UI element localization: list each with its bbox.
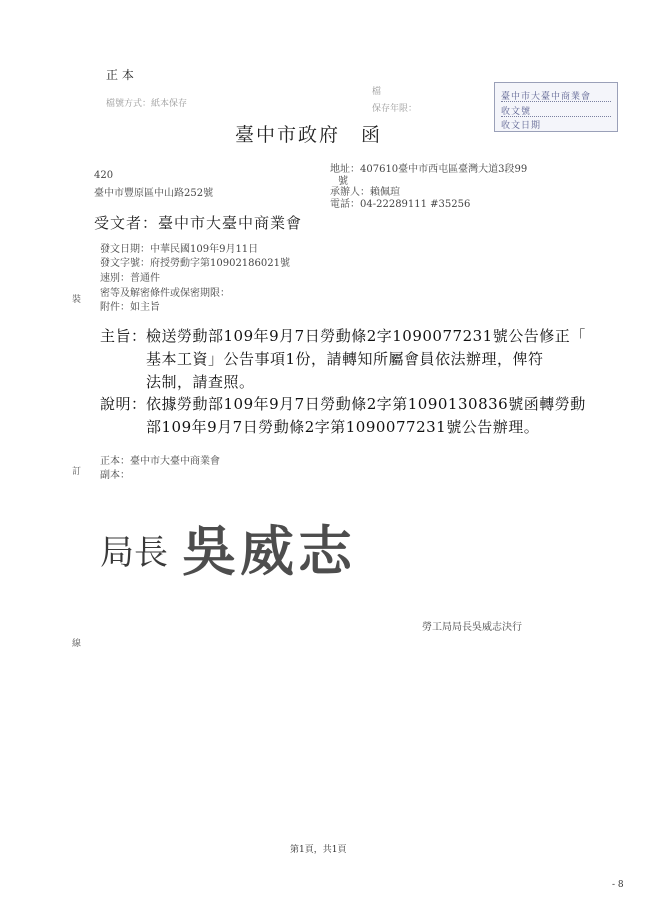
issue-number: 發文字號：府授勞動字第10902186021號 <box>100 258 290 269</box>
stamp-line-2: 收文號 <box>501 107 532 117</box>
subject-line-2: 基本工資」公告事項1份，請轉知所屬會員依法辦理，俾符 <box>146 350 544 368</box>
receipt-stamp <box>494 82 618 132</box>
phone: 電話：04-22289111 #35256 <box>330 199 471 210</box>
explanation-line-1: 依據勞動部109年9月7日勞動條2字第1090130836號函轉勞動 <box>146 395 586 413</box>
distribution-main: 正本：臺中市大臺中商業會 <box>100 456 220 467</box>
corner-mark: - 8 <box>612 880 624 890</box>
binding-mark-2: 訂 <box>72 467 82 477</box>
binding-mark-3: 線 <box>72 639 82 649</box>
explanation-label: 說明： <box>100 395 147 413</box>
secrecy: 密等及解密條件或保密期限： <box>100 288 230 299</box>
recipient-address: 臺中市豐原區中山路252號 <box>94 188 214 199</box>
stamp-line-3: 收文日期 <box>501 121 542 131</box>
stamp-line-1: 臺中市大臺中商業會 <box>501 92 592 102</box>
sender-address-cont: 號 <box>338 176 348 187</box>
recipient: 受文者：臺中市大臺中商業會 <box>94 214 303 232</box>
signature-name: 吳威志 <box>182 519 356 583</box>
signature-image <box>100 506 400 586</box>
document-title: 臺中市政府 函 <box>235 124 383 146</box>
subject-line-3: 法制，請查照。 <box>146 373 255 391</box>
postal-code: 420 <box>94 170 114 181</box>
file-no-label: 檔 <box>372 87 382 97</box>
attachment: 附件：如主旨 <box>100 302 160 313</box>
signature-title: 局長 <box>100 533 168 573</box>
page-number: 第1頁，共1頁 <box>290 845 347 855</box>
explanation-line-2: 部109年9月7日勞動條2字第1090077231號公告辦理。 <box>146 418 540 436</box>
retention-label: 保存年限： <box>372 104 418 114</box>
proxy-note: 勞工局局長吳威志決行 <box>422 622 522 633</box>
save-method: 檔號方式：紙本保存 <box>106 99 188 109</box>
signature-block <box>100 506 400 586</box>
handler: 承辦人：賴佩瑄 <box>330 187 400 198</box>
binding-mark-1: 裝 <box>72 295 82 305</box>
copy-type: 正 本 <box>106 68 134 82</box>
sender-address: 地址：407610臺中市西屯區臺灣大道3段99 <box>330 164 528 175</box>
subject-label: 主旨： <box>100 327 147 345</box>
subject-line-1: 檢送勞動部109年9月7日勞動條2字1090077231號公告修正「 <box>146 327 586 345</box>
distribution-copy: 副本： <box>100 470 130 481</box>
issue-date: 發文日期：中華民國109年9月11日 <box>100 244 259 255</box>
speed: 速別：普通件 <box>100 273 160 284</box>
